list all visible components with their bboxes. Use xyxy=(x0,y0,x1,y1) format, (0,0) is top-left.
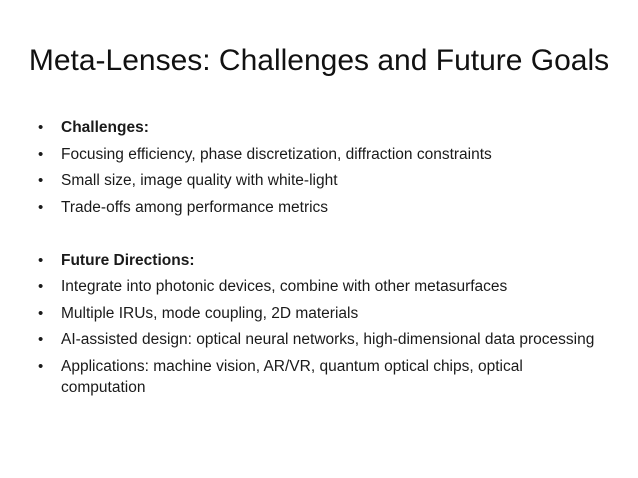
bullet-icon: • xyxy=(38,198,44,216)
bullet-text: Focusing efficiency, phase discretization, diffraction constraints xyxy=(61,145,492,163)
bullet-text: Future Directions: xyxy=(61,251,195,269)
bullet-spacer xyxy=(38,223,598,244)
bullet-icon: • xyxy=(38,119,44,136)
bullet-text: Challenges: xyxy=(61,119,149,136)
bullet-item xyxy=(38,276,598,297)
bullet-text: Applications: machine vision, AR/VR, quantum optical chips, optical computation xyxy=(61,357,523,396)
bullet-icon: • xyxy=(38,145,44,163)
bullet-item xyxy=(38,303,598,324)
bullet-list xyxy=(38,117,598,403)
bullet-item xyxy=(38,197,598,218)
bullet-text: Trade-offs among performance metrics xyxy=(61,198,329,216)
bullet-heading-future-directions xyxy=(38,250,598,271)
bullet-item xyxy=(38,144,598,165)
bullet-item xyxy=(38,170,598,191)
bullet-icon: • xyxy=(38,251,44,269)
bullet-text: Multiple IRUs, mode coupling, 2D materials xyxy=(61,304,359,322)
bullet-text: Integrate into photonic devices, combine with other metasurfaces xyxy=(61,278,508,295)
bullet-item xyxy=(38,329,598,350)
bullet-icon: • xyxy=(38,172,44,189)
bullet-item xyxy=(38,356,598,398)
bullet-heading-challenges xyxy=(38,117,598,138)
bullet-text: Small size, image quality with white-light xyxy=(61,172,338,189)
bullet-icon: • xyxy=(38,278,44,295)
bullet-icon: • xyxy=(38,357,44,375)
bullet-icon: • xyxy=(38,304,44,322)
bullet-text: AI-assisted design: optical neural networks, high-dimensional data processing xyxy=(61,331,595,348)
slide-title: Meta-Lenses: Challenges and Future Goals xyxy=(28,44,610,77)
bullet-icon: • xyxy=(38,331,44,348)
